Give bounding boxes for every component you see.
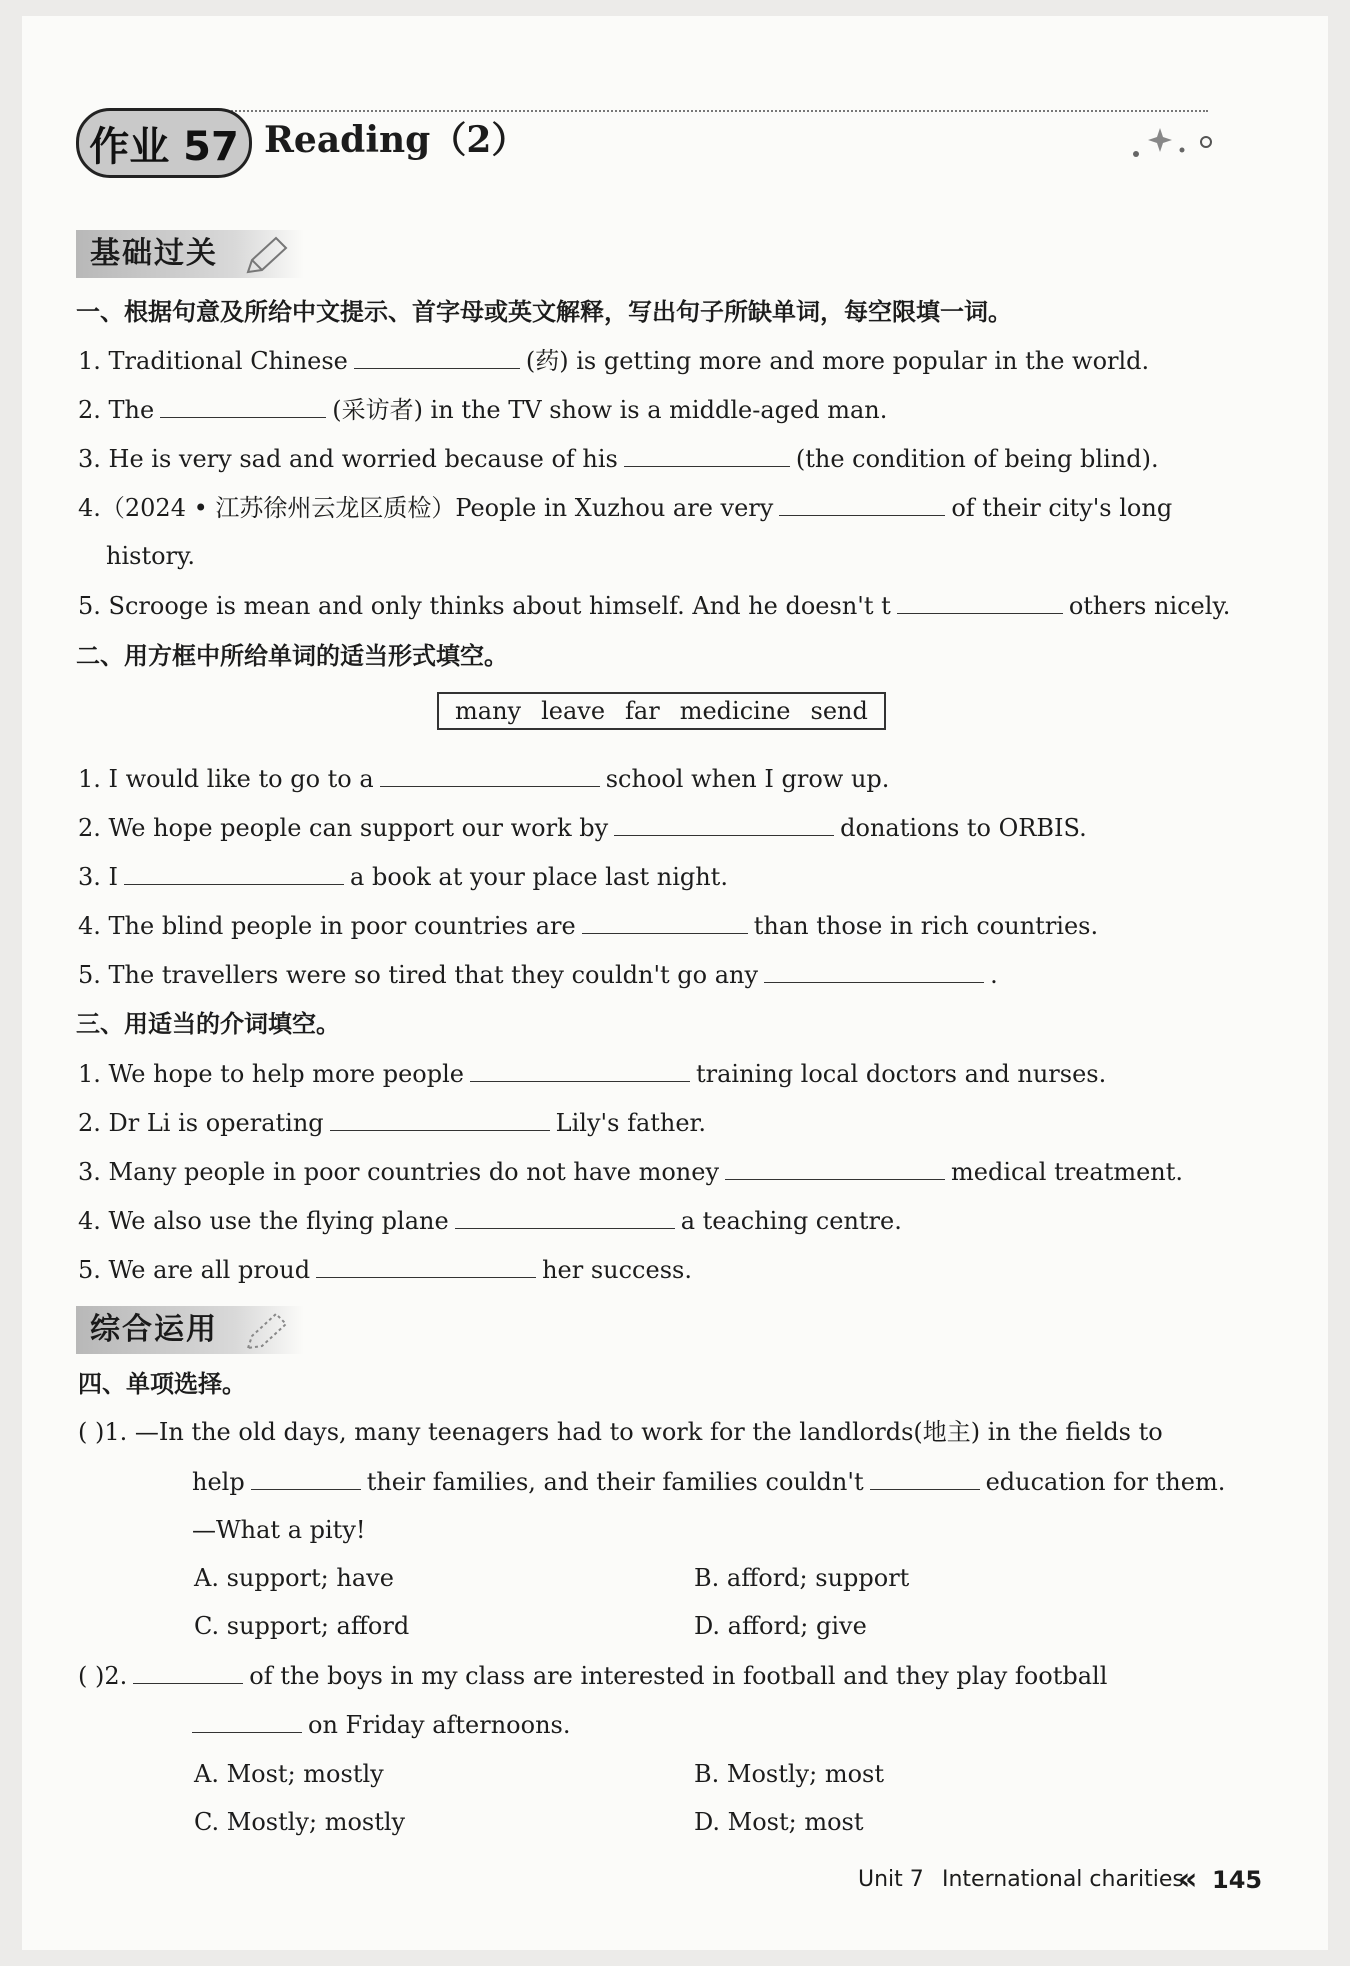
answer-blank[interactable] <box>380 762 600 787</box>
s1-question-1: 1. Traditional Chinese (药) is getting more and more popular in the world. <box>78 344 1149 377</box>
mc2-option-a[interactable]: A. Most; mostly <box>194 1760 384 1788</box>
answer-paren[interactable]: ( ) <box>78 1662 105 1690</box>
workbook-page <box>22 16 1328 1950</box>
s3-question-2: 2. Dr Li is operating Lily's father. <box>78 1106 706 1139</box>
assignment-badge: 作业 57 <box>76 108 252 178</box>
mc2-option-b[interactable]: B. Mostly; most <box>694 1760 884 1788</box>
s2-question-5: 5. The travellers were so tired that they couldn't go any . <box>78 958 998 991</box>
answer-blank[interactable] <box>316 1253 536 1278</box>
s2-question-3: 3. I a book at your place last night. <box>78 860 728 893</box>
answer-blank[interactable] <box>764 958 984 983</box>
s2-question-2: 2. We hope people can support our work by donations to ORBIS. <box>78 811 1087 844</box>
mc1-option-c[interactable]: C. support; afford <box>194 1612 410 1640</box>
answer-blank[interactable] <box>897 589 1063 614</box>
mc-question-2: ( )2. of the boys in my class are interested in football and they play football <box>78 1659 1107 1692</box>
s1-question-4-cont: history. <box>106 542 196 570</box>
section3-heading: 三、用适当的介词填空。 <box>76 1010 340 1038</box>
section4-heading: 四、单项选择。 <box>78 1370 246 1398</box>
footer-topic: International charities <box>942 1867 1184 1892</box>
mc-question-1: ( )1. —In the old days, many teenagers had to work for the landlords(地主) in the fields to <box>78 1418 1163 1446</box>
double-chevron-left-icon: « <box>1178 1862 1198 1897</box>
answer-blank[interactable] <box>330 1106 550 1131</box>
word-box-item: leave <box>541 697 606 725</box>
page-number: 145 <box>1212 1866 1263 1894</box>
s3-question-5: 5. We are all proud her success. <box>78 1253 692 1286</box>
answer-blank[interactable] <box>725 1155 945 1180</box>
section-tag-basics: 基础过关 <box>76 230 304 278</box>
pencil-icon <box>242 1310 290 1354</box>
section2-heading: 二、用方框中所给单词的适当形式填空。 <box>76 642 508 670</box>
answer-blank[interactable] <box>251 1465 361 1490</box>
answer-blank[interactable] <box>870 1465 980 1490</box>
section-tag-comprehensive: 综合运用 <box>76 1306 304 1354</box>
mc-question-1-line2: help their families, and their families couldn't education for them. <box>192 1465 1225 1498</box>
answer-blank[interactable] <box>455 1204 675 1229</box>
answer-blank[interactable] <box>192 1708 302 1733</box>
mc-question-2-line2: on Friday afternoons. <box>186 1708 570 1741</box>
s1-question-3: 3. He is very sad and worried because of his (the condition of being blind). <box>78 442 1159 475</box>
mc1-option-b[interactable]: B. afford; support <box>694 1564 910 1592</box>
word-box-item: medicine <box>679 697 791 725</box>
s1-question-4: 4.（2024 • 江苏徐州云龙区质检）People in Xuzhou are very of their city's long <box>78 491 1172 524</box>
answer-blank[interactable] <box>582 909 748 934</box>
mc-question-1-line3: —What a pity! <box>192 1516 366 1544</box>
word-box-item: far <box>625 697 660 725</box>
answer-blank[interactable] <box>124 860 344 885</box>
sparkle-decoration-icon <box>1130 122 1220 162</box>
s2-question-4: 4. The blind people in poor countries are than those in rich countries. <box>78 909 1098 942</box>
answer-blank[interactable] <box>354 344 520 369</box>
answer-paren[interactable]: ( ) <box>78 1418 105 1446</box>
answer-blank[interactable] <box>133 1659 243 1684</box>
answer-blank[interactable] <box>614 811 834 836</box>
answer-blank[interactable] <box>470 1057 690 1082</box>
s3-question-4: 4. We also use the flying plane a teaching centre. <box>78 1204 902 1237</box>
header-dotted-line <box>208 110 1208 112</box>
word-box-item: many <box>455 697 522 725</box>
s3-question-1: 1. We hope to help more people training local doctors and nurses. <box>78 1057 1106 1090</box>
s3-question-3: 3. Many people in poor countries do not have money medical treatment. <box>78 1155 1183 1188</box>
s1-question-5: 5. Scrooge is mean and only thinks about himself. And he doesn't t others nicely. <box>78 589 1230 622</box>
word-box <box>437 692 886 730</box>
answer-blank[interactable] <box>160 393 326 418</box>
mc1-option-d[interactable]: D. afford; give <box>694 1612 867 1640</box>
pencil-icon <box>242 234 290 278</box>
s2-question-1: 1. I would like to go to a school when I grow up. <box>78 762 889 795</box>
mc2-option-d[interactable]: D. Most; most <box>694 1808 864 1836</box>
footer-unit: Unit 7 <box>858 1867 924 1892</box>
mc2-option-c[interactable]: C. Mostly; mostly <box>194 1808 406 1836</box>
section1-heading: 一、根据句意及所给中文提示、首字母或英文解释，写出句子所缺单词，每空限填一词。 <box>76 298 1012 326</box>
mc1-option-a[interactable]: A. support; have <box>194 1564 394 1592</box>
answer-blank[interactable] <box>779 491 945 516</box>
s1-question-2: 2. The (采访者) in the TV show is a middle-aged man. <box>78 393 887 426</box>
page-title: Reading（2） <box>264 119 528 161</box>
word-box-item: send <box>810 697 868 725</box>
answer-blank[interactable] <box>624 442 790 467</box>
